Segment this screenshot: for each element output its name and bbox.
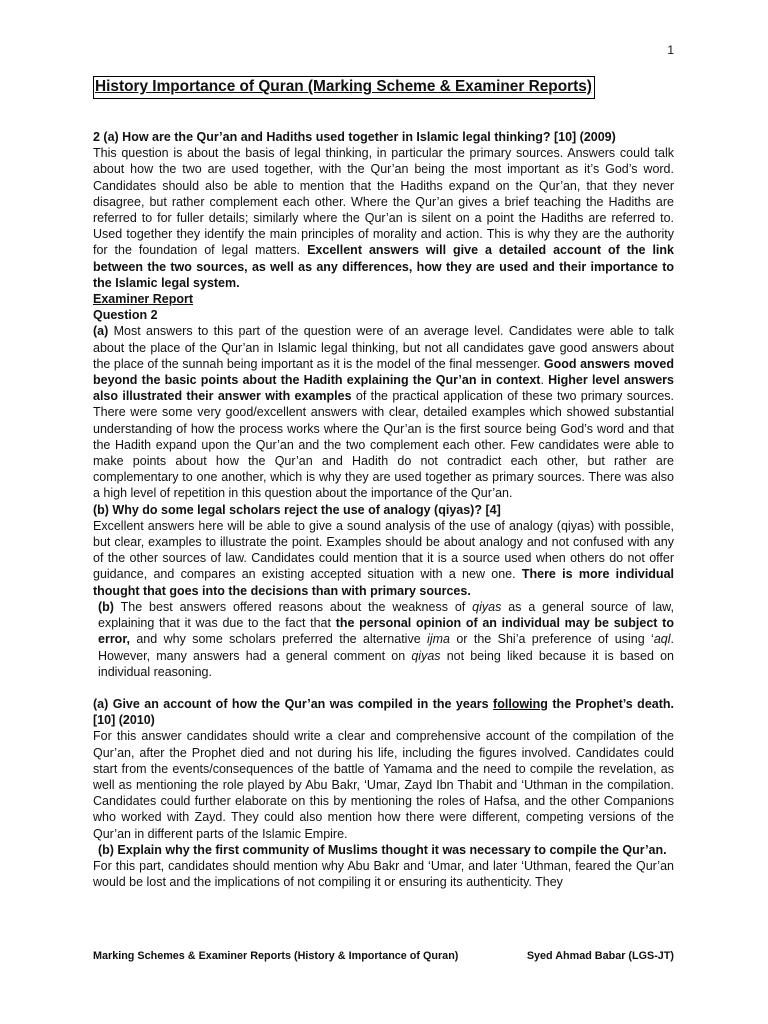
q3a-heading-underlined: following (493, 696, 548, 711)
er-a-text-2: . (540, 373, 549, 388)
er-b-bold-1: the personal opinion of an individual may be subject to error, (98, 616, 674, 647)
q3a-heading-text-1: (a) Give an account of how the Qur’an was compiled in the years (93, 696, 494, 711)
er-b-italic-1: qiyas (472, 599, 502, 614)
q2b-heading: (b) Why do some legal scholars reject the use of analogy (qiyas)? [4] (93, 502, 501, 517)
q3a-paragraph: For this answer candidates should write a clear and comprehensive account of the compilation of the Qur’an, after the Prophet died and not during his life, including the figures involved. Candidates could start from the events/consequences of the battle of Yamama and the need to compile the revelation, as well as mentioning the role played by Abu Bakr, ‘Umar, Zayd Ibn Thabit and ‘Uthman in the compilation. Candidates could further elaborate on this by mentioning the roles of Hafsa, and the other Companions who worked with Zayd. They could also mention how there were different, competing versions of the Qur’an in different parts of the Islamic Empire. (93, 729, 674, 841)
q2b-paragraph (93, 518, 674, 599)
document-body (93, 129, 674, 890)
er-b-italic-2: ijma (427, 632, 450, 647)
question-label: Question 2 (93, 308, 158, 323)
page-title: History Importance of Quran (Marking Scheme & Examiner Reports) (93, 76, 595, 99)
er-a-label: (a) (93, 324, 109, 339)
er-a-bold-2: Higher level answers also illustrated their answer with examples (93, 373, 674, 404)
q2b-bold: There is more individual thought that goes into the decisions than with primary sources. (93, 567, 674, 598)
spacer (93, 680, 674, 696)
document-page (93, 0, 674, 1024)
er-b-italic-4: qiyas (411, 648, 441, 663)
page-footer (93, 950, 674, 962)
er-b-label: (b) (98, 599, 114, 614)
examiner-report-heading: Examiner Report (93, 292, 194, 307)
er-b-paragraph (93, 599, 674, 680)
er-b-text-6: not being liked because it is based on individual reasoning. (98, 648, 674, 679)
q2a-heading: 2 (a) How are the Qur’an and Hadiths used together in Islamic legal thinking? [10] (2009) (93, 130, 616, 144)
er-b-italic-3: aql (653, 632, 671, 647)
q2a-paragraph (93, 145, 674, 291)
footer-right: Syed Ahmad Babar (LGS-JT) (526, 950, 674, 962)
footer-left: Marking Schemes & Examiner Reports (History & Importance of Quran) (93, 950, 459, 962)
page-number: 1 (667, 43, 674, 57)
er-a-text-3: of the practical application of these two primary sources. There were some very good/excellent answers with clear, detailed examples which showed substantial understanding of how the process works where the Qur’an is the first source being God’s word and that the Hadith expand upon the Qur’an and the two complement each other. Few candidates were able to make points about how the Qur’an and Hadith do not contradict each other, but rather are complementary to one another, which is why they are used together as primary sources. There was also a high level of repetition in this question about the importance of the Qur’an. (93, 389, 674, 501)
q3b-heading: (b) Explain why the first community of Muslims thought it was necessary to compile the Qur’an. (98, 842, 667, 857)
er-b-text-3: and why some scholars preferred the alternative (129, 632, 428, 647)
q3a-heading-text-2: the Prophet’s death. [10] (2010) (93, 696, 674, 728)
er-b-text-5: . However, many answers had a general comment on (98, 632, 674, 663)
er-a-paragraph (93, 323, 674, 501)
q3b-paragraph: For this part, candidates should mention why Abu Bakr and ‘Umar, and later ‘Uthman, feared the Qur’an would be lost and the implications of not compiling it or ensuring its authenticity. They (93, 858, 674, 890)
q2a-body: This question is about the basis of legal thinking, in particular the primary sources. Answers could talk about how the two are used together, with the Qur’an being the most important as it’s God’s word. Candidates should also be able to mention that the Hadiths expand on the Qur’an, that they never disagree, but rather complement each other. Where the Qur’an gives a brief teaching the Hadiths are referred to for fuller details; similarly where the Qur’an is silent on a point the Hadiths are referred to. Used together they identify the main principles of morality and action. This is why they are the authority for the foundation of legal matters. (93, 146, 674, 258)
q3a-heading (93, 696, 674, 728)
er-b-text-2: as a general source of law, explaining that it was due to the fact that (98, 599, 674, 631)
er-b-text-4: or the Shi’a preference of using ‘ (449, 632, 654, 647)
q2b-body: Excellent answers here will be able to give a sound analysis of the use of analogy (qiyas) with possible, but clear, examples to illustrate the point. Examples should be about analogy and not confused with any of the other sources of law. Candidates could mention that it is a source used when others do not offer guidance, and compares an existing accepted situation with a new one. (93, 518, 674, 582)
q2a-bold: Excellent answers will give a detailed account of the link between the two sources, as well as any differences, how they are used and their importance to the Islamic legal system. (93, 243, 674, 290)
er-b-text-1: The best answers offered reasons about the weakness of (113, 599, 473, 614)
er-a-text-1: Most answers to this part of the question were of an average level. Candidates were able to talk about the place of the Qur’an in Islamic legal thinking, but not all candidates gave good answers about the place of the sunnah being important as it is the model of the final messenger. (93, 324, 674, 371)
er-a-bold-1: Good answers moved beyond the basic points about the Hadith explaining the Qur’an in context (93, 356, 674, 388)
